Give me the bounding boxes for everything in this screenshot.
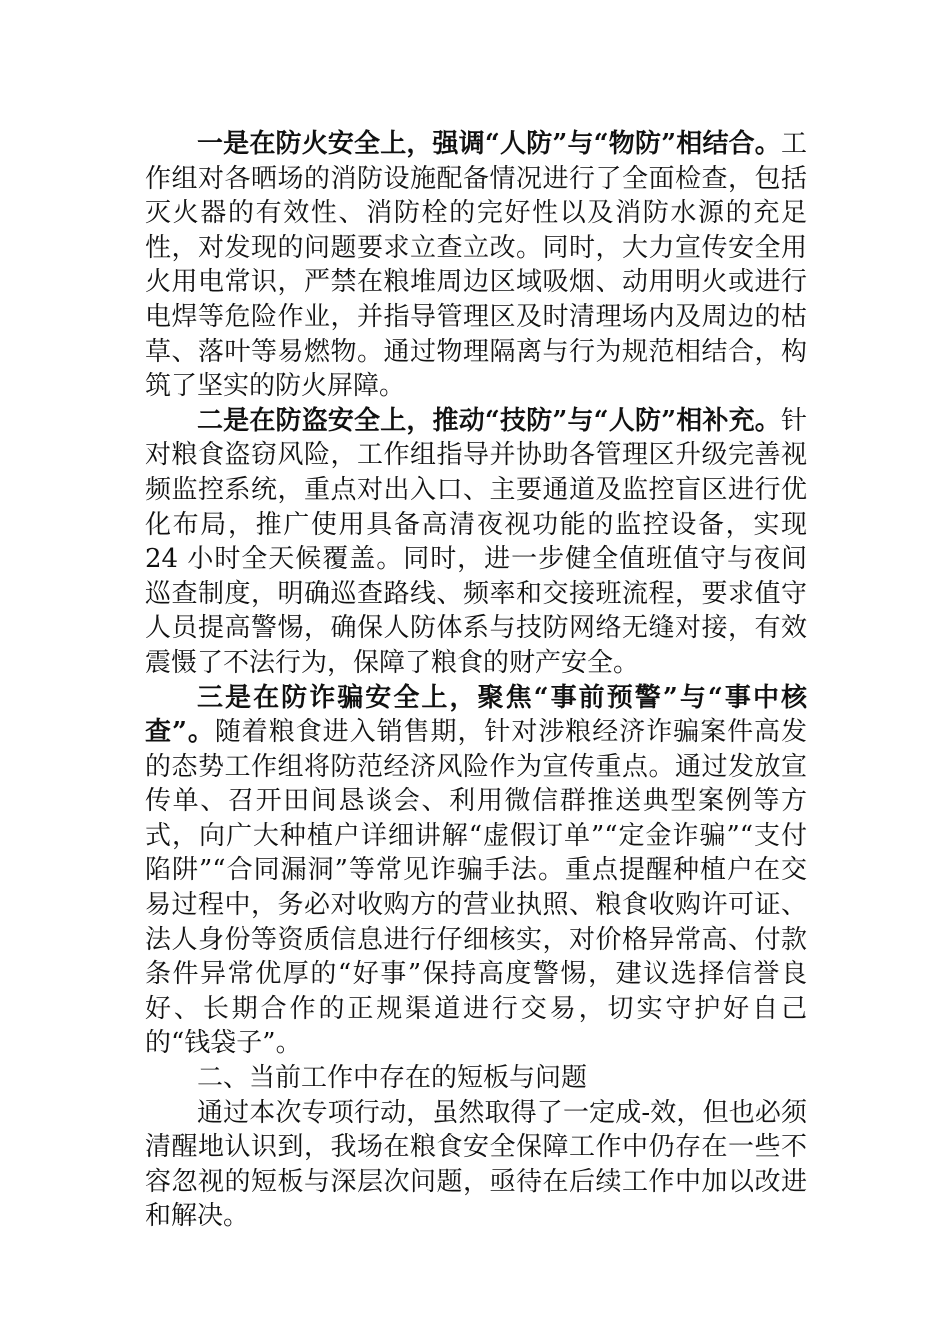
paragraph-body-text: 针对粮食盗窃风险，工作组指导并协助各管理区升级完善视频监控系统，重点对出入口、主要通道及监控盲区进行优化布局，推广使用具备高清夜视功能的监控设备，实现 24 小时全天候覆盖。同时，进一步健全值班值守与夜间巡查制度，明确巡查路线、频率和交接班流程，要求值守人员提高警惕，确保人防体系与技防网络无缝对接，有效震慑了不法行为，保障了粮食的财产安全。 xyxy=(145,405,807,678)
document-page xyxy=(145,127,807,1234)
paragraph-lead-text: 一是在防火安全上，强调“人防”与“物防”相结合。 xyxy=(197,129,781,159)
paragraph-body-text: 随着粮食进入销售期，针对涉粮经济诈骗案件高发的态势工作组将防范经济风险作为宣传重点。通过发放宣传单、召开田间恳谈会、利用微信群推送典型案例等方式，向广大种植户详细讲解“虚假订单”“定金诈骗”“支付陷阱”“合同漏洞”等常见诈骗手法。重点提醒种植户在交易过程中，务必对收购方的营业执照、粮食收购许可证、法人身份等资质信息进行仔细核实，对价格异常高、付款条件异常优厚的“好事”保持高度警惕，建议选择信誉良好、长期合作的正规渠道进行交易，切实守护好自己的“钱袋子”。 xyxy=(145,717,807,1059)
paragraph-theft-safety xyxy=(145,404,807,681)
section-heading: 二、当前工作中存在的短板与问题 xyxy=(197,1063,588,1094)
paragraph-body-text: 工作组对各晒场的消防设施配备情况进行了全面检查，包括灭火器的有效性、消防栓的完好性以及消防水源的充足性，对发现的问题要求立查立改。同时，大力宣传安全用火用电常识，严禁在粮堆周边区域吸烟、动用明火或进行电焊等危险作业，并指导管理区及时清理场内及周边的枯草、落叶等易燃物。通过物理隔离与行为规范相结合，构筑了坚实的防火屏障。 xyxy=(145,129,807,402)
paragraph-fire-safety xyxy=(145,127,807,404)
paragraph-fraud-safety xyxy=(145,681,807,1062)
paragraph-lead-text: 二是在防盗安全上，推动“技防”与“人防”相补充。 xyxy=(197,405,781,436)
closing-paragraph: 通过本次专项行动，虽然取得了一定成-效，但也必须清醒地认识到，我场在粮食安全保障工作中仍存在一些不容忽视的短板与深层次问题，亟待在后续工作中加以改进和解决。 xyxy=(145,1097,807,1232)
paragraph-lead-text: 三是在防诈骗安全上，聚焦“事前预警”与“事中核查”。 xyxy=(145,682,807,748)
